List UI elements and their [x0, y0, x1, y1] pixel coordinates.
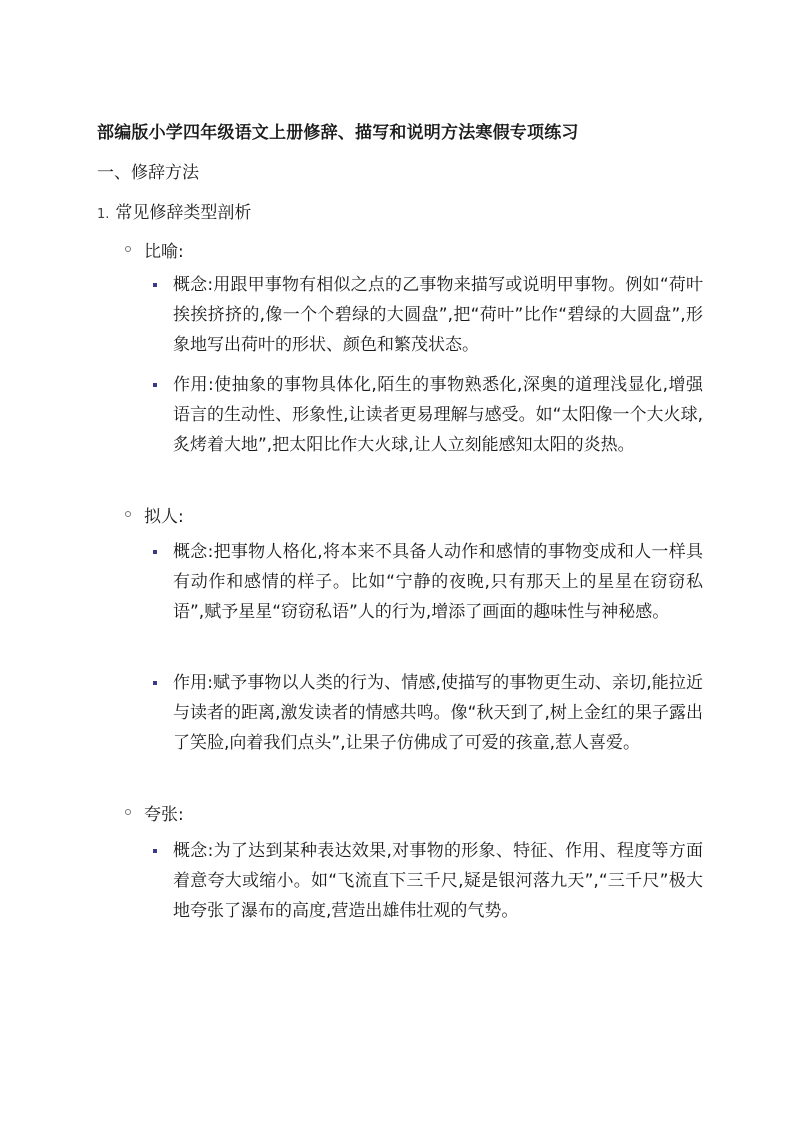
- square-bullet-icon: [153, 550, 157, 554]
- square-bullet-icon: [153, 283, 157, 287]
- list-item-personification: [125, 502, 184, 527]
- list-item-metaphor-concept: [153, 270, 713, 360]
- list-item-personification-concept: [153, 537, 713, 627]
- rhetoric-type-label: 拟人:: [144, 507, 184, 527]
- square-bullet-icon: [153, 681, 157, 685]
- effect-text: 作用:使抽象的事物具体化,陌生的事物熟悉化,深奥的道理浅显化,增强语言的生动性、形象性,让读者更易理解与感受。如“太阳像一个大火球,炙烤着大地”,把太阳比作大火球,让人立刻能感知太阳的炎热。: [173, 375, 703, 455]
- hollow-bullet-icon: [125, 809, 131, 815]
- list-item-hyperbole-concept: [153, 836, 713, 926]
- section-heading: 一、修辞方法: [97, 163, 199, 183]
- concept-text: 概念:为了达到某种表达效果,对事物的形象、特征、作用、程度等方面着意夸大或缩小。如“飞流直下三千尺,疑是银河落九天”,“三千尺”极大地夸张了瀑布的高度,营造出雄伟壮观的气势。: [173, 841, 703, 921]
- list-item-metaphor: [125, 237, 184, 262]
- rhetoric-type-label: 夸张:: [144, 805, 184, 825]
- subsection-label: 常见修辞类型剖析: [115, 203, 252, 223]
- hollow-bullet-icon: [125, 511, 131, 517]
- list-item-hyperbole: [125, 800, 184, 825]
- rhetoric-type-label: 比喻:: [144, 242, 184, 262]
- list-item-personification-effect: [153, 668, 713, 758]
- concept-text: 概念:把事物人格化,将本来不具备人动作和感情的事物变成和人一样具有动作和感情的样子。比如“宁静的夜晚,只有那天上的星星在窃窃私语”,赋予星星“窃窃私语”人的行为,增添了画面的趣味性与神秘感。: [173, 542, 703, 622]
- list-item-metaphor-effect: [153, 370, 713, 460]
- effect-text: 作用:赋予事物以人类的行为、情感,使描写的事物更生动、亲切,能拉近与读者的距离,激发读者的情感共鸣。像“秋天到了,树上金红的果子露出了笑脸,向着我们点头”,让果子仿佛成了可爱的孩童,惹人喜爱。: [173, 673, 703, 753]
- concept-text: 概念:用跟甲事物有相似之点的乙事物来描写或说明甲事物。例如“荷叶挨挨挤挤的,像一个个碧绿的大圆盘”,把“荷叶”比作“碧绿的大圆盘”,形象地写出荷叶的形状、颜色和繁茂状态。: [173, 275, 703, 355]
- subsection-heading: [97, 198, 251, 223]
- square-bullet-icon: [153, 383, 157, 387]
- list-number: 1.: [97, 207, 110, 222]
- document-title: 部编版小学四年级语文上册修辞、描写和说明方法寒假专项练习: [97, 123, 579, 143]
- hollow-bullet-icon: [125, 246, 131, 252]
- square-bullet-icon: [153, 849, 157, 853]
